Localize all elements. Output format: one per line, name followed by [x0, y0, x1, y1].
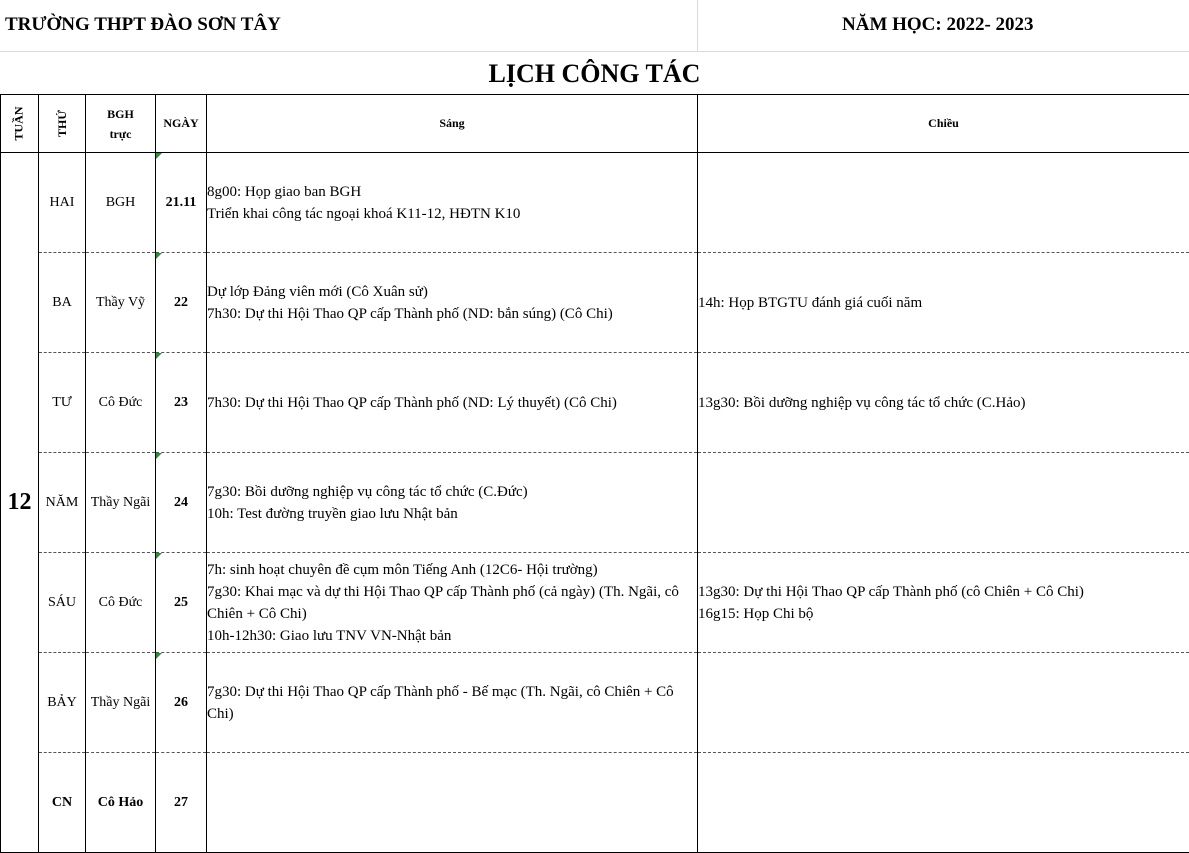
duty-cell: BGH — [86, 153, 156, 253]
afternoon-activities — [698, 153, 1189, 253]
activity-line: 7g30: Bồi dưỡng nghiệp vụ công tác tổ chức (C.Đức) — [207, 483, 528, 500]
afternoon-activities — [698, 653, 1189, 753]
activity-line: 7h30: Dự thi Hội Thao QP cấp Thành phố (ND: Lý thuyết) (Cô Chi) — [207, 394, 617, 411]
activity-line: 7h30: Dự thi Hội Thao QP cấp Thành phố (ND: bắn súng) (Cô Chi) — [207, 305, 613, 322]
activity-line: 10h-12h30: Giao lưu TNV VN-Nhật bản — [207, 627, 452, 644]
table-row — [1, 653, 1189, 753]
col-afternoon-header: Chiều — [698, 95, 1189, 153]
activity-line: 13g30: Dự thi Hội Thao QP cấp Thành phố (cô Chiên + Cô Chi) — [698, 583, 1084, 600]
date-cell: 27 — [156, 753, 207, 853]
weekday-cell: HAI — [39, 153, 86, 253]
table-row — [1, 553, 1189, 653]
schedule-table — [0, 94, 1189, 853]
date-cell: 22 — [156, 253, 207, 353]
cell-comment-marker — [156, 253, 162, 259]
afternoon-activities — [698, 453, 1189, 553]
col-date-header: NGÀY — [156, 95, 207, 153]
activity-line: 7h: sinh hoạt chuyên đề cụm môn Tiếng Anh (12C6- Hội trường) — [207, 561, 598, 578]
morning-activities — [207, 553, 698, 653]
page-title: LỊCH CÔNG TÁC — [488, 59, 701, 88]
duty-cell: Cô Hảo — [86, 753, 156, 853]
activity-line: 13g30: Bồi dưỡng nghiệp vụ công tác tổ chức (C.Hảo) — [698, 394, 1026, 411]
morning-activities — [207, 753, 698, 853]
duty-cell: Cô Đức — [86, 353, 156, 453]
week-number: 12 — [1, 153, 39, 853]
weekday-cell: TƯ — [39, 353, 86, 453]
afternoon-activities — [698, 353, 1189, 453]
morning-activities — [207, 453, 698, 553]
col-duty-header: BGH trực — [86, 95, 156, 153]
weekday-cell: BẢY — [39, 653, 86, 753]
cell-comment-marker — [156, 353, 162, 359]
weekday-cell: BA — [39, 253, 86, 353]
activity-line: 7g30: Dự thi Hội Thao QP cấp Thành phố - Bế mạc (Th. Ngãi, cô Chiên + Cô Chi) — [207, 683, 674, 722]
date-cell: 23 — [156, 353, 207, 453]
cell-comment-marker — [156, 453, 162, 459]
activity-line: 7g30: Khai mạc và dự thi Hội Thao QP cấp Thành phố (cả ngày) (Th. Ngãi, cô Chiên + Cô Chi) — [207, 583, 679, 622]
duty-cell: Thầy Ngãi — [86, 453, 156, 553]
col-morning-header: Sáng — [207, 95, 698, 153]
date-cell: 21.11 — [156, 153, 207, 253]
cell-comment-marker — [156, 153, 162, 159]
activity-line: 14h: Họp BTGTU đánh giá cuối năm — [698, 294, 923, 311]
date-cell: 24 — [156, 453, 207, 553]
weekday-cell: CN — [39, 753, 86, 853]
activity-line: 10h: Test đường truyền giao lưu Nhật bản — [207, 505, 458, 522]
school-name: TRƯỜNG THPT ĐÀO SƠN TÂY — [5, 14, 281, 35]
col-week-header: TUẦN — [1, 95, 39, 153]
header — [0, 0, 1189, 52]
activity-line: 8g00: Họp giao ban BGH — [207, 183, 362, 200]
activity-line: Triển khai công tác ngoại khoá K11-12, HĐTN K10 — [207, 205, 521, 222]
weekday-cell: SÁU — [39, 553, 86, 653]
morning-activities — [207, 353, 698, 453]
morning-activities — [207, 253, 698, 353]
morning-activities — [207, 653, 698, 753]
table-row — [1, 753, 1189, 853]
header-row — [1, 95, 1189, 153]
morning-activities — [207, 153, 698, 253]
table-row — [1, 253, 1189, 353]
table-row — [1, 153, 1189, 253]
cell-comment-marker — [156, 653, 162, 659]
weekday-cell: NĂM — [39, 453, 86, 553]
table-row — [1, 353, 1189, 453]
header-divider — [697, 0, 698, 51]
table-row — [1, 453, 1189, 553]
cell-comment-marker — [156, 553, 162, 559]
duty-cell: Thầy Ngãi — [86, 653, 156, 753]
afternoon-activities — [698, 753, 1189, 853]
date-cell: 25 — [156, 553, 207, 653]
afternoon-activities — [698, 253, 1189, 353]
activity-line: Dự lớp Đảng viên mới (Cô Xuân sử) — [207, 283, 428, 300]
date-cell: 26 — [156, 653, 207, 753]
duty-cell: Thầy Vỹ — [86, 253, 156, 353]
activity-line: 16g15: Họp Chi bộ — [698, 605, 814, 622]
col-weekday-header: THỨ — [39, 95, 86, 153]
afternoon-activities — [698, 553, 1189, 653]
duty-cell: Cô Đức — [86, 553, 156, 653]
school-year: NĂM HỌC: 2022- 2023 — [842, 14, 1034, 35]
